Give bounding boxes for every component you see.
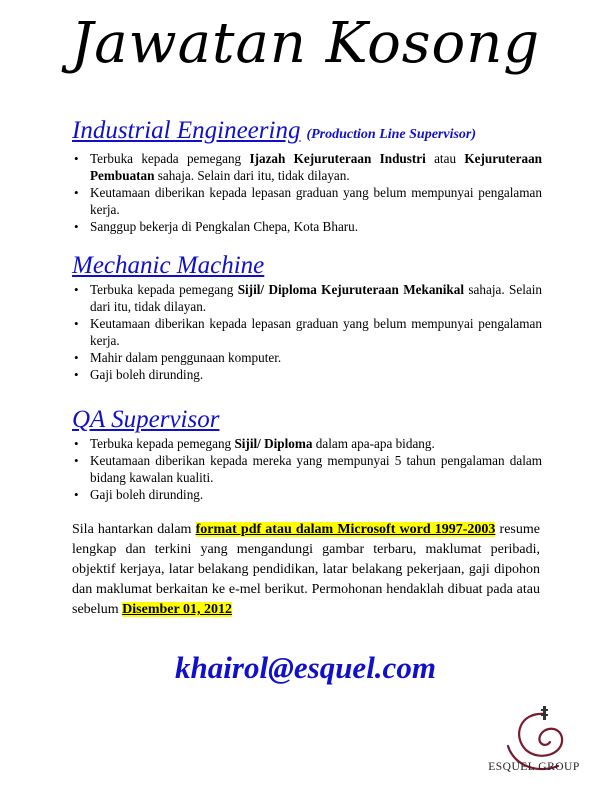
job-heading xyxy=(72,407,542,433)
highlight-deadline: Disember 01, 2012 xyxy=(122,602,232,617)
requirement-item: • Keutamaan diberikan kepada mereka yang mempunyai 5 tahun pengalaman dalam bidang kawalan kualiti. xyxy=(90,452,542,486)
requirement-item: • Mahir dalam penggunaan komputer. xyxy=(90,349,542,366)
requirement-list xyxy=(72,435,542,503)
job-industrial-engineering xyxy=(72,118,542,235)
job-title: Mechanic Machine xyxy=(72,252,265,279)
job-mechanic-machine xyxy=(72,253,542,383)
job-heading xyxy=(72,253,542,279)
logo-text: ESQUEL GROUP xyxy=(488,761,580,773)
job-subtitle: (Production Line Supervisor) xyxy=(306,127,477,142)
requirement-item: • Terbuka kepada pemegang Ijazah Kejuruteraan Industri atau Kejuruteraan Pembuatan sahaja. Selain dari itu, tidak dilayan. xyxy=(90,150,542,184)
job-qa-supervisor xyxy=(72,407,542,503)
requirement-item: • Sanggup bekerja di Pengkalan Chepa, Kota Bharu. xyxy=(90,218,542,235)
job-heading xyxy=(72,118,542,148)
requirement-list xyxy=(72,281,542,383)
requirement-item: • Terbuka kepada pemegang Sijil/ Diploma dalam apa-apa bidang. xyxy=(90,435,542,452)
requirement-item: • Keutamaan diberikan kepada lepasan graduan yang belum mempunyai pengalaman kerja. xyxy=(90,184,542,218)
contact-email[interactable]: khairol@esquel.com xyxy=(175,650,436,685)
requirement-item: • Gaji boleh dirunding. xyxy=(90,486,542,503)
job-title: QA Supervisor xyxy=(72,406,220,433)
page-title: Jawatan Kosong xyxy=(70,11,541,76)
requirement-item: • Keutamaan diberikan kepada lepasan graduan yang belum mempunyai pengalaman kerja. xyxy=(90,315,542,349)
requirement-list xyxy=(72,150,542,235)
highlight-format: format pdf atau dalam Microsoft word 1997-2003 xyxy=(195,522,496,537)
job-title: Industrial Engineering xyxy=(72,117,301,144)
requirement-item: • Gaji boleh dirunding. xyxy=(90,366,542,383)
application-instructions: Sila hantarkan dalam format pdf atau dalam Microsoft word 1997-2003 resume lengkap dan terkini yang mengandungi gambar terbaru, maklumat peribadi, objektif kerjaya, latar belakang pendidikan, latar belakang pekerjaan, gaji dipohon dan maklumat berkaitan ke e-mel berikut. Permohonan hendaklah dibuat pada atau sebelum Disember 01, 2012 xyxy=(72,522,540,617)
requirement-item: • Terbuka kepada pemegang Sijil/ Diploma Kejuruteraan Mekanikal sahaja. Selain dari itu, tidak dilayan. xyxy=(90,281,542,315)
